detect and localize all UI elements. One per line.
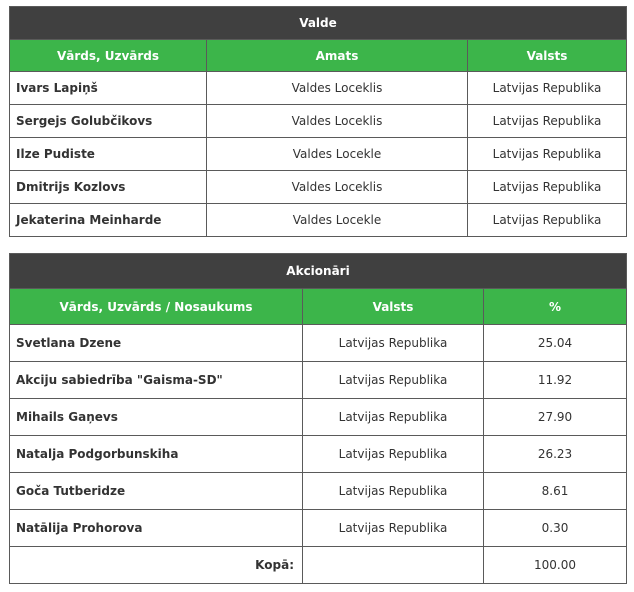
shareholder-percent: 8.61 [484,473,627,510]
shareholder-name: Natalja Podgorbunskiha [10,436,303,473]
member-position: Valdes Loceklis [207,105,468,138]
table-row [10,436,627,473]
shareholder-country: Latvijas Republika [303,399,484,436]
member-country: Latvijas Republika [468,105,627,138]
member-position: Valdes Loceklis [207,72,468,105]
akcionari-header-name: Vārds, Uzvārds / Nosaukums [10,289,303,325]
member-name: Dmitrijs Kozlovs [10,171,207,204]
shareholder-name: Natālija Prohorova [10,510,303,547]
shareholder-name: Mihails Gaņevs [10,399,303,436]
table-row [10,138,627,171]
table-row [10,362,627,399]
table-row [10,204,627,237]
shareholder-country: Latvijas Republika [303,436,484,473]
valde-header-country: Valsts [468,40,627,72]
table-row [10,325,627,362]
shareholder-country: Latvijas Republika [303,473,484,510]
valde-title: Valde [10,7,627,40]
table-row [10,72,627,105]
akcionari-table [9,253,627,584]
shareholder-percent: 27.90 [484,399,627,436]
shareholder-name: Akciju sabiedrība "Gaisma-SD" [10,362,303,399]
total-label: Kopā: [10,547,303,584]
valde-header-name: Vārds, Uzvārds [10,40,207,72]
total-value: 100.00 [484,547,627,584]
member-name: Sergejs Golubčikovs [10,105,207,138]
member-position: Valdes Loceklis [207,171,468,204]
table-row [10,399,627,436]
member-country: Latvijas Republika [468,171,627,204]
member-country: Latvijas Republika [468,72,627,105]
member-position: Valdes Locekle [207,204,468,237]
member-name: Ivars Lapiņš [10,72,207,105]
member-name: Ilze Pudiste [10,138,207,171]
shareholder-country: Latvijas Republika [303,510,484,547]
shareholder-percent: 11.92 [484,362,627,399]
table-row [10,105,627,138]
akcionari-header-country: Valsts [303,289,484,325]
akcionari-title: Akcionāri [10,254,627,289]
shareholder-name: Goča Tutberidze [10,473,303,510]
table-row [10,473,627,510]
total-row [10,547,627,584]
member-country: Latvijas Republika [468,138,627,171]
member-name: Jekaterina Meinharde [10,204,207,237]
shareholder-percent: 26.23 [484,436,627,473]
valde-header-position: Amats [207,40,468,72]
total-empty-cell [303,547,484,584]
shareholder-country: Latvijas Republika [303,362,484,399]
shareholder-percent: 0.30 [484,510,627,547]
member-country: Latvijas Republika [468,204,627,237]
shareholder-percent: 25.04 [484,325,627,362]
shareholder-country: Latvijas Republika [303,325,484,362]
akcionari-header-percent: % [484,289,627,325]
member-position: Valdes Locekle [207,138,468,171]
shareholder-name: Svetlana Dzene [10,325,303,362]
table-row [10,171,627,204]
valde-table [9,6,627,237]
table-row [10,510,627,547]
